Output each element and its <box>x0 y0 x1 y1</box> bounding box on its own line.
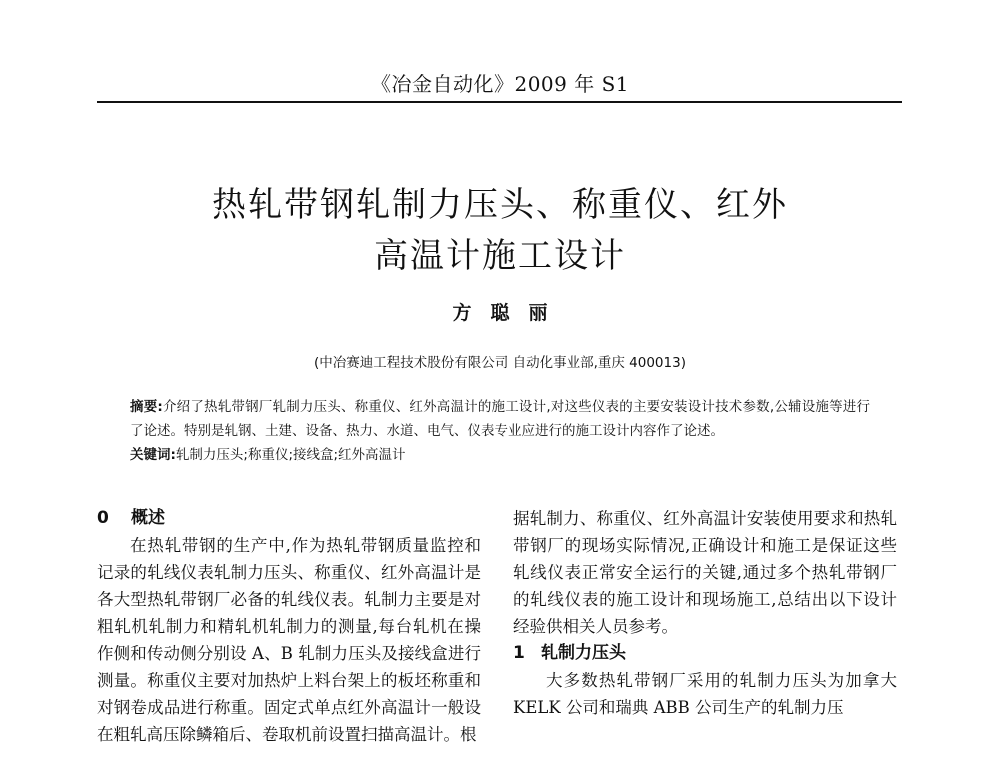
section-1-paragraph: 大多数热轧带钢厂采用的轧制力压头为加拿大 KELK 公司和瑞典 ABB 公司生产的轧制力压 <box>513 671 897 717</box>
section-title: 概述 <box>131 508 165 528</box>
keywords-label: 关键词: <box>130 447 176 463</box>
section-0-paragraph: 在热轧带钢的生产中,作为热轧带钢质量监控和记录的轧线仪表轧制力压头、称重仪、红外高温计是各大型热轧带钢厂必备的轧线仪表。轧制力主要是对粗轧机轧制力和精轧机轧制力的测量,每台轧机在操作侧和传动侧分别设 A、B 轧制力压头及接线盒进行测量。称重仪主要对加热炉上料台架上的板坯称重和对钢卷成品进行称重。固定式单点红外高温计一般设在粗轧高压除鳞箱后、卷取机前设置扫描高温计。根 <box>97 536 481 744</box>
section-heading-1 <box>513 640 897 667</box>
header-rule <box>97 101 902 103</box>
keywords-text: 轧制力压头;称重仪;接线盒;红外高温计 <box>175 447 406 463</box>
section-number: 1 <box>513 643 525 663</box>
author: 方聪丽 <box>452 302 567 324</box>
keywords <box>130 443 870 467</box>
abstract-label: 摘要: <box>130 399 163 415</box>
right-column <box>513 505 897 721</box>
section-heading-0 <box>97 505 481 532</box>
abstract-text: 介绍了热轧带钢厂轧制力压头、称重仪、红外高温计的施工设计,对这些仪表的主要安装设计技术参数,公辅设施等进行了论述。特别是轧钢、土建、设备、热力、水道、电气、仪表专业应进行的施工设计内容作了论述。 <box>130 399 870 439</box>
abstract-block <box>130 395 870 467</box>
section-0-paragraph-continued: 据轧制力、称重仪、红外高温计安装使用要求和热轧带钢厂的现场实际情况,正确设计和施工是保证这些轧线仪表正常安全运行的关键,通过多个热轧带钢厂的轧线仪表的施工设计和现场施工,总结出以下设计经验供相关人员参考。 <box>513 509 897 636</box>
section-title: 轧制力压头 <box>541 643 626 663</box>
section-number: 0 <box>97 508 109 528</box>
paper-title <box>0 180 1000 282</box>
title-line-1: 热轧带钢轧制力压头、称重仪、红外 <box>212 185 788 225</box>
affiliation: (中冶赛迪工程技术股份有限公司 自动化事业部,重庆 400013) <box>314 355 686 371</box>
left-column <box>97 505 481 748</box>
abstract <box>130 395 870 443</box>
title-line-2: 高温计施工设计 <box>374 236 626 276</box>
journal-header: 《冶金自动化》2009 年 S1 <box>370 72 630 96</box>
